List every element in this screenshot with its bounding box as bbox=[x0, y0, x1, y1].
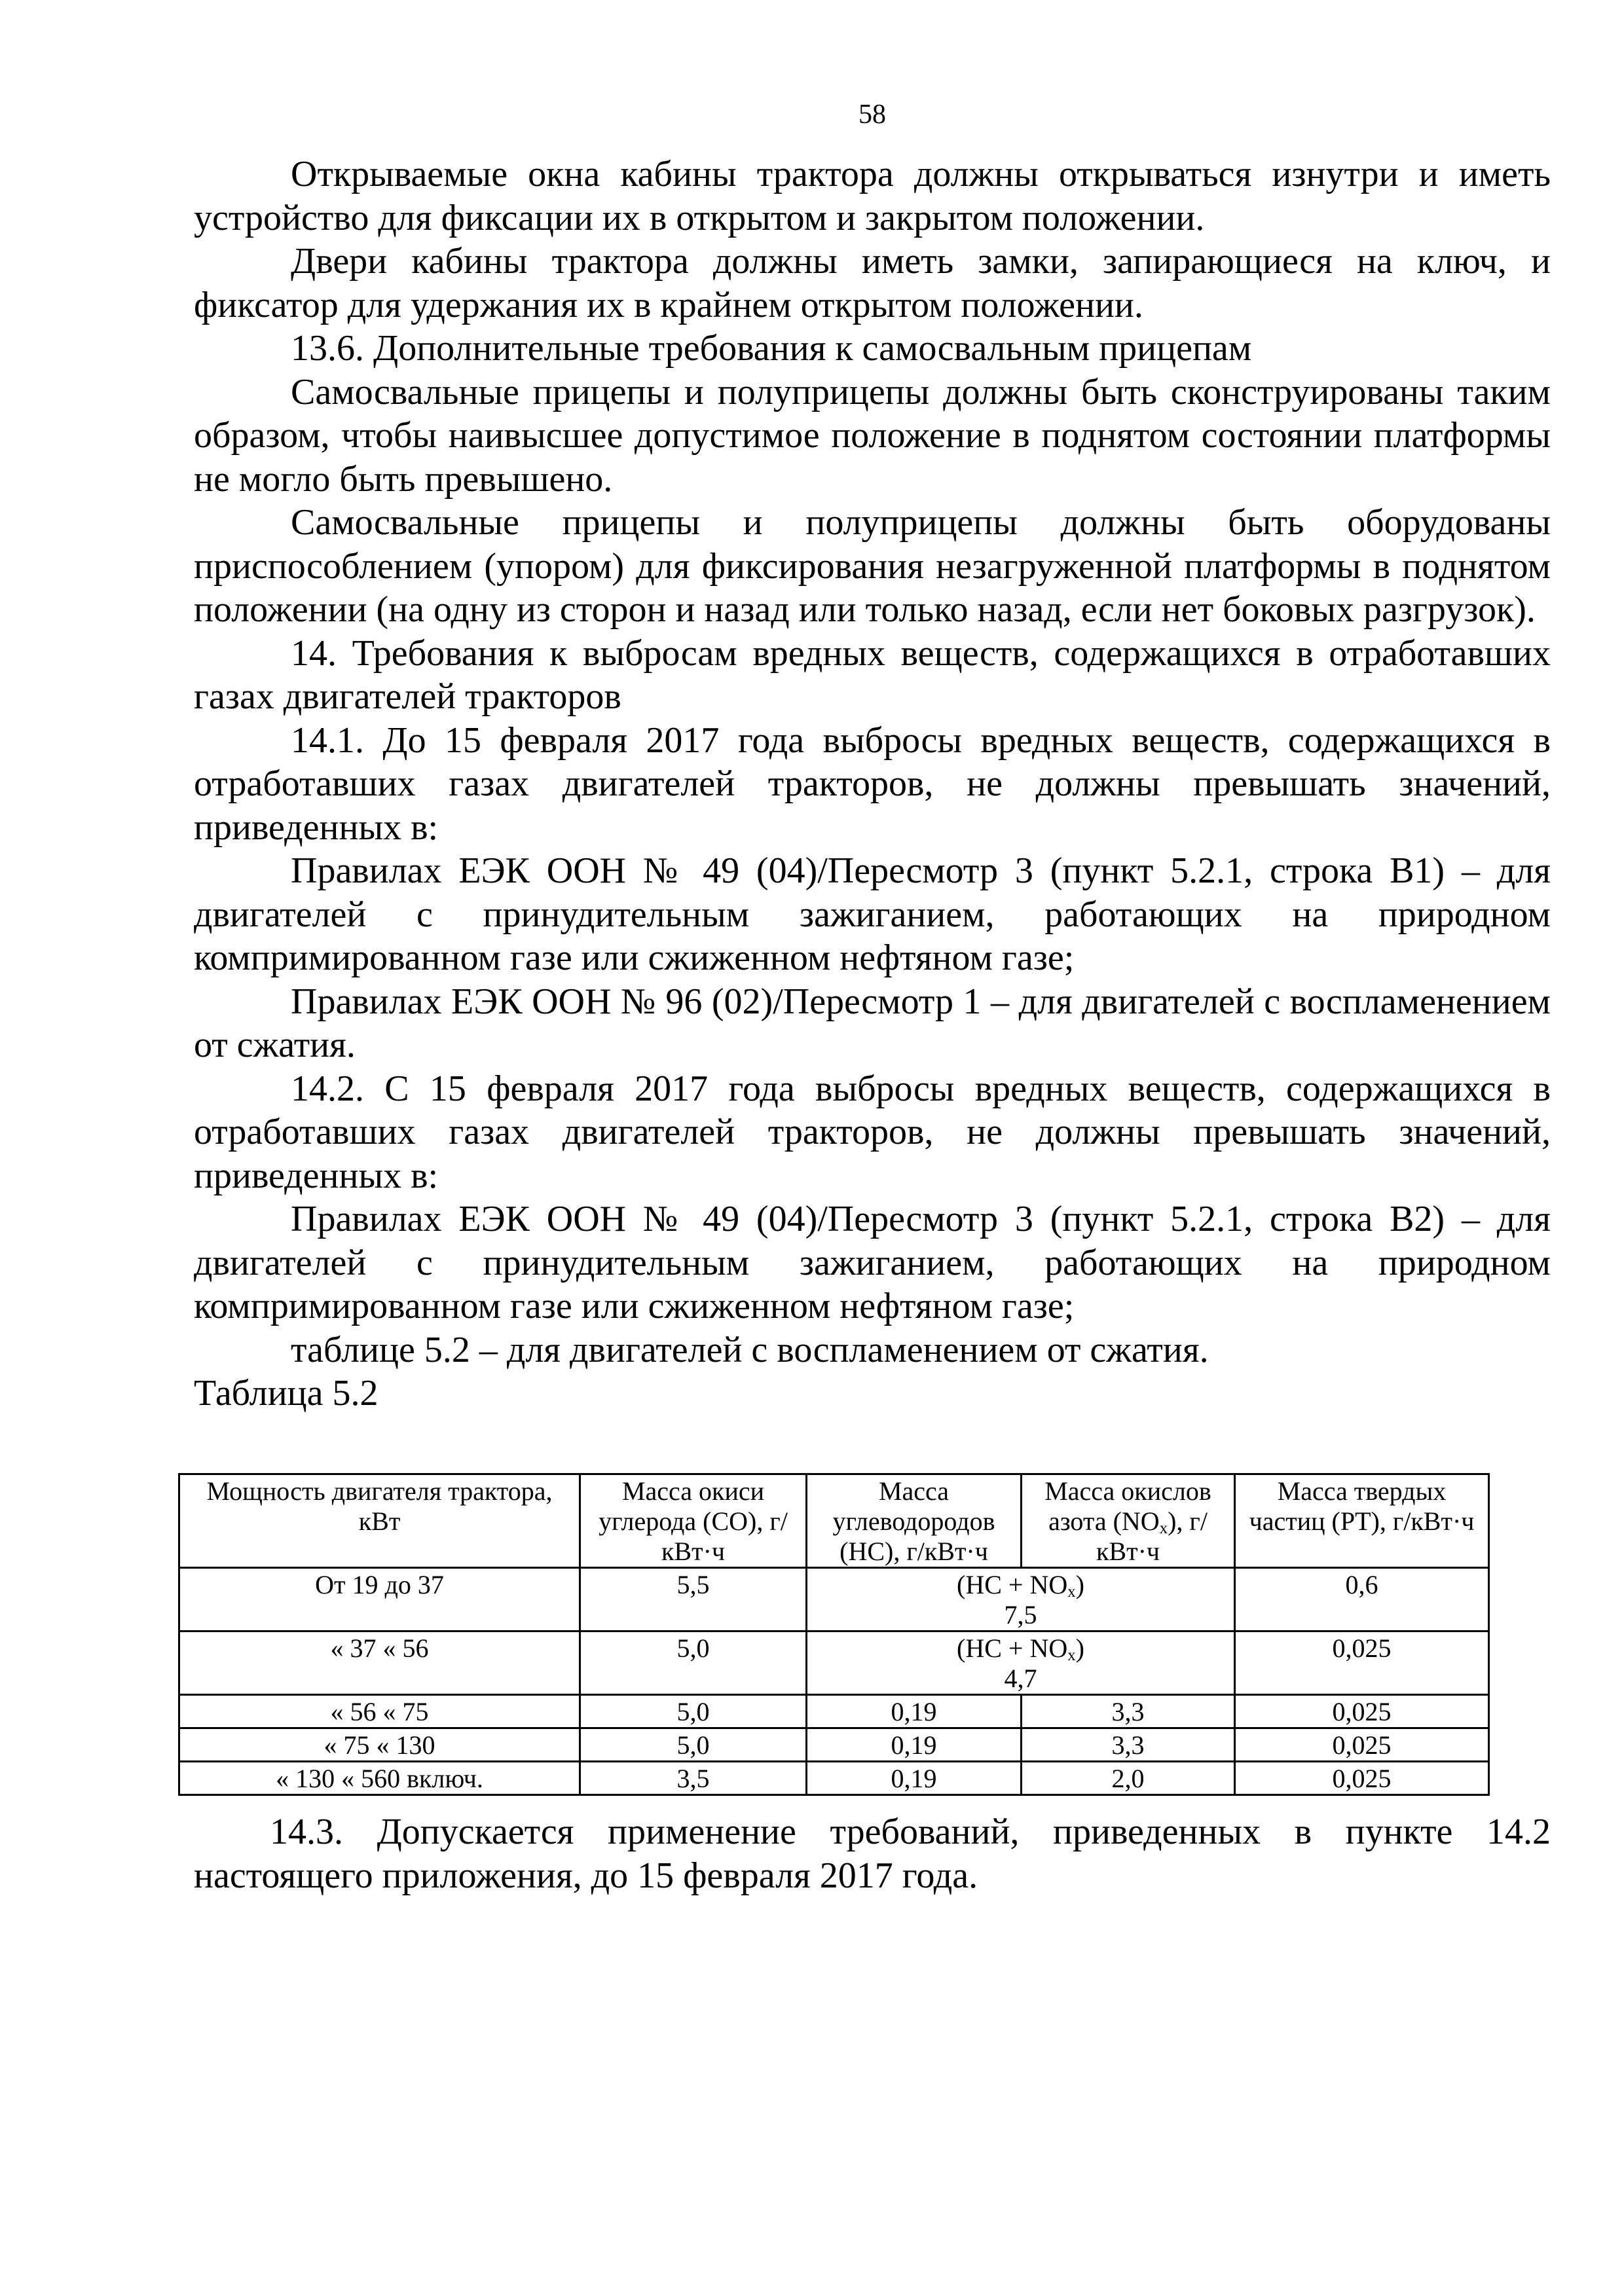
table-cell: « 130 « 560 включ. bbox=[179, 1762, 580, 1795]
table-row bbox=[179, 1762, 1489, 1795]
table-cell: 0,025 bbox=[1235, 1728, 1489, 1762]
paragraph: 14.1. До 15 февраля 2017 года выбросы вредных веществ, содержащихся в отработавших газах двигателей тракторов, не должны превышать значений, приведенных в: bbox=[194, 720, 1551, 848]
paragraph: Двери кабины трактора должны иметь замки, запирающиеся на ключ, и фиксатор для удержания их в крайнем открытом положении. bbox=[194, 241, 1551, 325]
table-row bbox=[179, 1728, 1489, 1762]
page-number: 58 bbox=[858, 100, 886, 130]
table-cell: От 19 до 37 bbox=[179, 1568, 580, 1631]
table-cell: « 56 « 75 bbox=[179, 1695, 580, 1728]
table-cell: 3,3 bbox=[1022, 1728, 1235, 1762]
emissions-table bbox=[178, 1473, 1490, 1796]
paragraph: Самосвальные прицепы и полуприцепы должны быть сконструированы таким образом, чтобы наивысшее допустимое положение в поднятом состоянии платформы не могло быть превышено. bbox=[194, 371, 1551, 500]
table-caption: Таблица 5.2 bbox=[194, 1373, 378, 1413]
table-cell: 0,025 bbox=[1235, 1762, 1489, 1795]
table-row bbox=[179, 1695, 1489, 1728]
document-tail bbox=[194, 1810, 1551, 1897]
table-cell: 0,19 bbox=[807, 1695, 1022, 1728]
table-cell: 0,19 bbox=[807, 1728, 1022, 1762]
table-row bbox=[179, 1631, 1489, 1695]
table-row bbox=[179, 1568, 1489, 1631]
table-header-row bbox=[179, 1474, 1489, 1568]
table-cell: 0,6 bbox=[1235, 1568, 1489, 1631]
table-cell: « 75 « 130 bbox=[179, 1728, 580, 1762]
table-cell-combined bbox=[807, 1568, 1235, 1631]
header-cell: Мощность двигателя трактора, кВт bbox=[179, 1474, 580, 1568]
combined-label: $(HC + NO_x)$ bbox=[957, 1633, 1084, 1664]
header-cell: Масса углеводородов (HC), г/кВт·ч bbox=[807, 1474, 1022, 1568]
paragraph: Правилах ЕЭК ООН № 49 (04)/Пересмотр 3 (пункт 5.2.1, строка B2) – для двигателей с принудительным зажиганием, работающих на природном компримированном газе или сжиженном нефтяном газе; bbox=[194, 1199, 1551, 1326]
document-body bbox=[194, 153, 1551, 1415]
header-cell: Масса окислов азота $(NO_x)$, г/кВт·ч bbox=[1022, 1474, 1235, 1568]
paragraph: 14.3. Допускается применение требований, приведенных в пункте 14.2 настоящего приложения, до 15 февраля 2017 года. bbox=[194, 1812, 1551, 1896]
table-cell: 3,3 bbox=[1022, 1695, 1235, 1728]
table-cell: 5,0 bbox=[580, 1695, 807, 1728]
header-cell: Масса окиси углерода (CO), г/кВт·ч bbox=[580, 1474, 807, 1568]
paragraph: Самосвальные прицепы и полуприцепы должны быть оборудованы приспособлением (упором) для фиксирования незагруженной платформы в поднятом положении (на одну из сторон и назад или только назад, если нет боковых разгрузок). bbox=[194, 502, 1551, 630]
paragraph: Правилах ЕЭК ООН № 49 (04)/Пересмотр 3 (пункт 5.2.1, строка B1) – для двигателей с принудительным зажиганием, работающих на природном компримированном газе или сжиженном нефтяном газе; bbox=[194, 850, 1551, 978]
table-cell: 5,0 bbox=[580, 1728, 807, 1762]
section-heading: 13.6. Дополнительные требования к самосвальным прицепам bbox=[291, 328, 1252, 369]
paragraph: Открываемые окна кабины трактора должны открываться изнутри и иметь устройство для фиксации их в открытом и закрытом положении. bbox=[194, 154, 1551, 238]
table-cell: « 37 « 56 bbox=[179, 1631, 580, 1695]
combined-label: $(HC + NO_x)$ bbox=[957, 1570, 1084, 1601]
table-cell: 0,19 bbox=[807, 1762, 1022, 1795]
table-cell: 0,025 bbox=[1235, 1631, 1489, 1695]
paragraph: Правилах ЕЭК ООН № 96 (02)/Пересмотр 1 – для двигателей с воспламенением от сжатия. bbox=[194, 981, 1551, 1065]
paragraph: 14.2. С 15 февраля 2017 года выбросы вредных веществ, содержащихся в отработавших газах двигателей тракторов, не должны превышать значений, приведенных в: bbox=[194, 1068, 1551, 1196]
table-cell: 2,0 bbox=[1022, 1762, 1235, 1795]
paragraph: таблице 5.2 – для двигателей с воспламенением от сжатия. bbox=[291, 1329, 1209, 1370]
section-heading: 14. Требования к выбросам вредных веществ, содержащихся в отработавших газах двигателей тракторов bbox=[194, 632, 1551, 717]
table-cell-combined bbox=[807, 1631, 1235, 1695]
combined-value: 4,7 bbox=[1004, 1664, 1037, 1693]
table-cell: 5,0 bbox=[580, 1631, 807, 1695]
table-cell: 0,025 bbox=[1235, 1695, 1489, 1728]
header-cell: Масса твердых частиц (PT), г/кВт·ч bbox=[1235, 1474, 1489, 1568]
table-cell: 3,5 bbox=[580, 1762, 807, 1795]
combined-value: 7,5 bbox=[1004, 1600, 1037, 1630]
table-cell: 5,5 bbox=[580, 1568, 807, 1631]
